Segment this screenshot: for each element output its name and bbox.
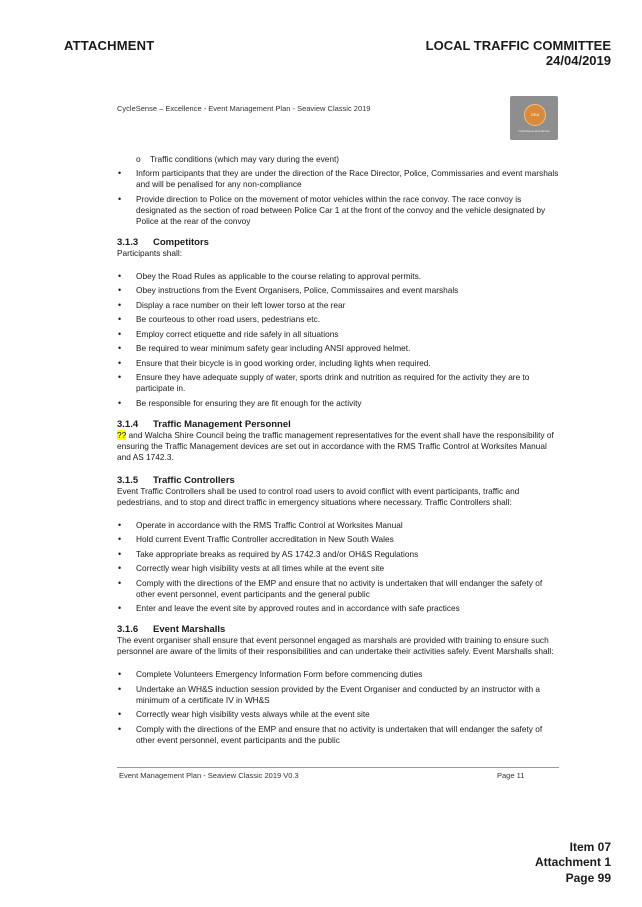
list-item: • Operate in accordance with the RMS Traffic Control at Worksites Manual [117, 520, 559, 531]
section-number: 3.1.4 [117, 418, 139, 430]
list-item: • Correctly wear high visibility vests always while at the event site [117, 709, 559, 720]
list-item: • Inform participants that they are under the direction of the Race Director, Police, Commissaries and event marshals and will be penalised for any non-compliance [117, 168, 559, 190]
agenda-page-number: Page 99 [565, 871, 611, 885]
list-item: • Obey the Road Rules as applicable to the course relating to approval permits. [117, 271, 559, 282]
section-title: Traffic Management Personnel [153, 418, 291, 430]
event-marshalls-bullet-list [117, 669, 559, 746]
section-heading-event-marshalls [117, 624, 559, 635]
list-item: • Employ correct etiquette and ride safely in all situations [117, 329, 559, 340]
document-page-number: Page 11 [497, 771, 525, 780]
section-heading-traffic-management-personnel [117, 419, 559, 430]
committee-name: LOCAL TRAFFIC COMMITTEE [425, 38, 611, 53]
document-running-header: CycleSense – Excellence - Event Management Plan - Seaview Classic 2019 [117, 104, 371, 113]
list-item: • Display a race number on their left lower torso at the rear [117, 300, 559, 311]
list-item: • Hold current Event Traffic Controller accreditation in New South Wales [117, 534, 559, 545]
list-item: • Be required to wear minimum safety gear including ANSI approved helmet. [117, 343, 559, 354]
list-item: • Provide direction to Police on the movement of motor vehicles within the race convoy. The race convoy is designated as the section of road between Police Car 1 at the front of the convoy and the vehicle designated by Police at the rear of the convoy [117, 194, 559, 227]
list-item: • Be responsible for ensuring they are fit enough for the activity [117, 398, 559, 409]
section-number: 3.1.3 [117, 236, 139, 248]
list-item: • Take appropriate breaks as required by AS 1742.3 and/or OH&S Regulations [117, 549, 559, 560]
section-paragraph: Event Traffic Controllers shall be used to control road users to avoid conflict with event participants, traffic and pedestrians, and to stop and direct traffic in emergency situations where necessary. Traffic Controllers shall: [117, 485, 520, 507]
list-item: • Ensure they have adequate supply of water, sports drink and nutrition as required for the activity they are to participate in. [117, 372, 559, 394]
section-number: 3.1.6 [117, 624, 139, 635]
section-heading-competitors [117, 237, 559, 248]
competitors-bullet-list [117, 271, 559, 409]
sub-list-text: Traffic conditions (which may vary during the event) [150, 154, 340, 164]
section-title: Event Marshalls [153, 624, 226, 635]
attachment-label: ATTACHMENT [64, 38, 155, 53]
traffic-controllers-bullet-list [117, 520, 559, 615]
section-paragraph: Participants shall: [117, 247, 183, 258]
list-item: • Comply with the directions of the EMP and ensure that no activity is undertaken that will endanger the safety of other event personnel, event participants and the public [117, 724, 559, 746]
list-item: • Enter and leave the event site by approved routes and in accordance with safe practices [117, 603, 559, 614]
attachment-number: Attachment 1 [534, 855, 611, 869]
paragraph-text: and Walcha Shire Council being the traffic management representatives for the event shall have the responsibility of ensuring the Traffic Management devices are set out in accordance with the RMS Traffic Control at Worksites Manual and AS 1742.3. [117, 429, 554, 462]
document-footer-title: Event Management Plan - Seaview Classic 2019 V0.3 [119, 771, 299, 780]
footer-divider [117, 767, 559, 768]
committee-date: 24/04/2019 [545, 53, 611, 68]
list-item: • Undertake an WH&S induction session provided by the Event Organiser and conducted by an instructor with a minimum of a certificate IV in WH&S [117, 684, 559, 706]
highlighted-placeholder: ?? [117, 429, 127, 440]
section-paragraph [117, 430, 559, 463]
section-number: 3.1.5 [117, 474, 139, 486]
list-item: • Ensure that their bicycle is in good working order, including lights when required. [117, 358, 559, 369]
list-item: • Comply with the directions of the EMP and ensure that no activity is undertaken that will endanger the safety of other event personnel, event participants and the general public [117, 578, 559, 600]
list-item: • Obey instructions from the Event Organisers, Police, Commissaires and event marshals [117, 285, 559, 296]
list-item: • Correctly wear high visibility vests at all times while at the event site [117, 563, 559, 574]
logo-caption: CycleSense Excellence [518, 129, 550, 133]
logo-emblem: GEA [524, 104, 546, 126]
item-reference [535, 840, 611, 870]
list-item: • Complete Volunteers Emergency Information Form before commencing duties [117, 669, 559, 680]
section-heading-traffic-controllers [117, 475, 559, 486]
list-item: • Be courteous to other road users, pedestrians etc. [117, 314, 559, 325]
intro-bullet-list [117, 168, 559, 227]
sub-list-item [117, 154, 559, 165]
cyclesense-logo [510, 96, 558, 140]
committee-header [426, 38, 611, 68]
section-paragraph: The event organiser shall ensure that event personnel engaged as marshals are provided with training to ensure such personnel are aware of the limits of their responsibilities and can undertake their activities safely. Event Marshalls shall: [117, 635, 554, 656]
sub-bullet-marker: o [136, 154, 141, 164]
section-title: Traffic Controllers [153, 474, 235, 486]
section-title: Competitors [153, 236, 209, 248]
document-body [117, 154, 559, 749]
item-number: Item 07 [569, 840, 611, 854]
